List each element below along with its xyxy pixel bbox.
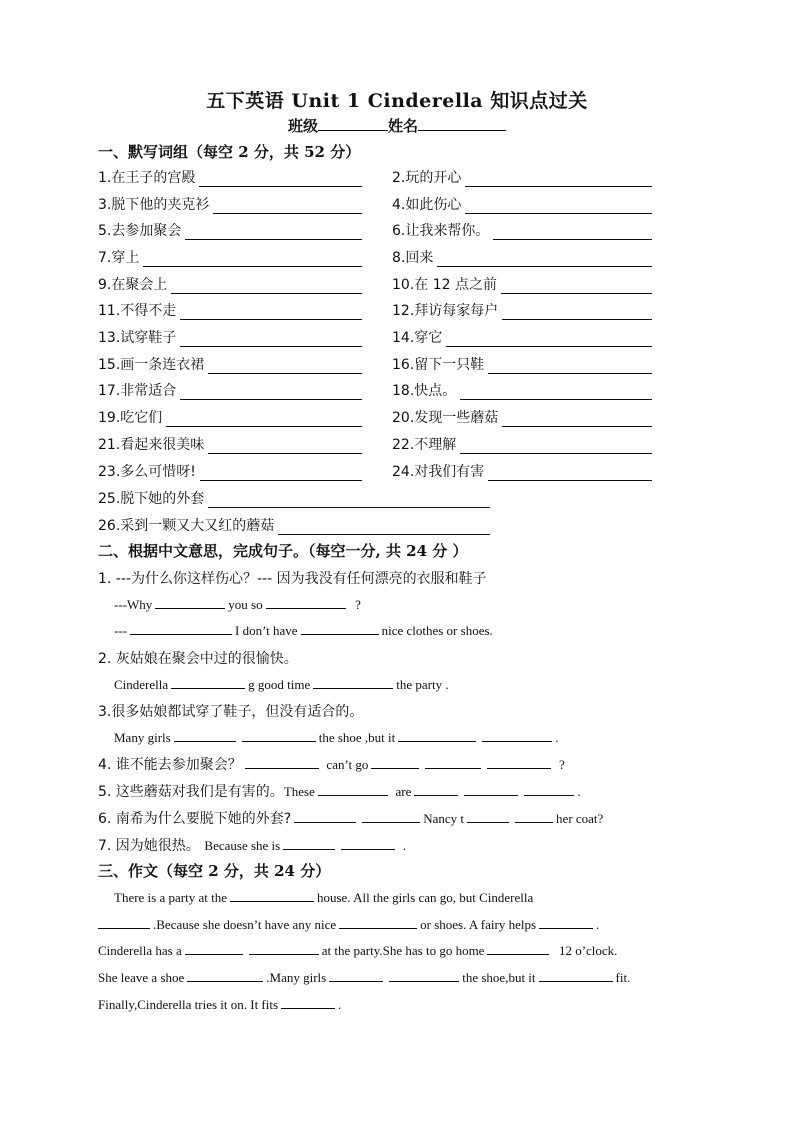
phrase-answer-blank[interactable] xyxy=(185,225,362,240)
answer-blank[interactable] xyxy=(318,783,388,796)
phrase-item xyxy=(392,247,652,267)
phrase-answer-blank[interactable] xyxy=(446,332,652,347)
essay-text: Finally,Cinderella tries it on. It fits xyxy=(98,997,279,1012)
phrase-item xyxy=(392,354,652,374)
phrase-answer-blank[interactable] xyxy=(166,412,362,427)
phrase-item xyxy=(392,220,652,240)
section-2-heading: 二、根据中文意思，完成句子。（每空一分, 共 24 分 ） xyxy=(98,542,468,560)
essay-blank[interactable] xyxy=(249,942,319,955)
essay-text: . xyxy=(596,917,600,932)
essay-text: fit. xyxy=(615,970,631,985)
q2-answer-line xyxy=(114,676,449,693)
q6-text-b: her coat? xyxy=(556,811,604,826)
phrase-label: 24.对我们有害 xyxy=(392,464,485,480)
essay-blank[interactable] xyxy=(185,942,243,955)
phrase-label: 14.穿它 xyxy=(392,330,443,346)
q7-text-a: Because she is xyxy=(204,838,281,853)
essay-line-4 xyxy=(98,969,630,986)
phrase-label: 13.试穿鞋子 xyxy=(98,330,177,346)
q5-text-a: These xyxy=(283,784,315,799)
phrase-answer-blank[interactable] xyxy=(502,305,652,320)
q6-chinese: 6. 南希为什么要脱下她的外套? xyxy=(98,811,292,827)
phrase-item xyxy=(392,327,652,347)
phrase-item xyxy=(98,488,490,508)
phrase-item xyxy=(98,167,362,187)
phrase-label: 8.回来 xyxy=(392,250,434,266)
phrase-answer-blank[interactable] xyxy=(180,305,362,320)
phrase-label: 7.穿上 xyxy=(98,250,140,266)
q1-text-a: ---Why xyxy=(114,597,153,612)
answer-blank[interactable] xyxy=(487,756,551,769)
phrase-answer-blank[interactable] xyxy=(180,332,362,347)
essay-line-5 xyxy=(98,996,341,1013)
phrase-answer-blank[interactable] xyxy=(199,172,362,187)
answer-blank[interactable] xyxy=(245,756,319,769)
essay-blank[interactable] xyxy=(230,889,314,902)
answer-blank[interactable] xyxy=(294,810,356,823)
essay-text: . xyxy=(338,997,342,1012)
answer-blank[interactable] xyxy=(242,729,316,742)
phrase-label: 17.非常适合 xyxy=(98,383,177,399)
q1-answer-line-1 xyxy=(114,596,361,613)
answer-blank[interactable] xyxy=(174,729,236,742)
page-title: 五下英语 Unit 1 Cinderella 知识点过关 xyxy=(206,90,588,112)
phrase-label: 19.吃它们 xyxy=(98,410,163,426)
essay-text: .Because she doesn’t have any nice xyxy=(153,917,337,932)
phrase-label: 4.如此伤心 xyxy=(392,197,462,213)
phrase-label: 26.采到一颗又大又红的蘑菇 xyxy=(98,518,275,534)
answer-blank[interactable] xyxy=(515,810,553,823)
phrase-item xyxy=(392,167,652,187)
class-name-line xyxy=(0,115,794,136)
q7-line xyxy=(98,835,406,855)
phrase-answer-blank[interactable] xyxy=(488,359,652,374)
q2-text-a: Cinderella xyxy=(114,677,169,692)
phrase-answer-blank[interactable] xyxy=(208,439,362,454)
phrase-label: 9.在聚会上 xyxy=(98,277,168,293)
answer-blank[interactable] xyxy=(414,783,458,796)
essay-blank[interactable] xyxy=(281,996,335,1009)
answer-blank[interactable] xyxy=(155,596,225,609)
q3-text-a: Many girls xyxy=(114,730,171,745)
answer-blank[interactable] xyxy=(283,837,335,850)
essay-text: house. All the girls can go, but Cinderella xyxy=(316,890,534,905)
phrase-label: 15.画一条连衣裙 xyxy=(98,357,205,373)
q7-text-b: . xyxy=(402,838,407,853)
phrase-item xyxy=(98,274,362,294)
phrase-answer-blank[interactable] xyxy=(460,439,652,454)
essay-text: the shoe,but it xyxy=(462,970,536,985)
q1-text-d: --- xyxy=(114,623,127,638)
phrase-answer-blank[interactable] xyxy=(208,359,362,374)
essay-line-1 xyxy=(114,889,533,906)
class-blank[interactable] xyxy=(318,115,388,131)
phrase-label: 2.玩的开心 xyxy=(392,170,462,186)
answer-blank[interactable] xyxy=(301,622,379,635)
phrase-label: 21.看起来很美味 xyxy=(98,437,205,453)
phrase-item xyxy=(98,515,490,535)
phrase-item xyxy=(392,434,652,454)
essay-blank[interactable] xyxy=(98,916,150,929)
q5-text-c: . xyxy=(577,784,581,799)
phrase-item xyxy=(98,354,362,374)
phrase-item xyxy=(98,380,362,400)
answer-blank[interactable] xyxy=(362,810,420,823)
phrase-answer-blank[interactable] xyxy=(488,466,652,481)
phrase-label: 18.快点。 xyxy=(392,383,457,399)
essay-blank[interactable] xyxy=(539,969,613,982)
phrase-item xyxy=(98,300,362,320)
phrase-item xyxy=(98,434,362,454)
name-blank[interactable] xyxy=(418,115,506,131)
answer-blank[interactable] xyxy=(313,676,393,689)
phrase-label: 11.不得不走 xyxy=(98,303,177,319)
essay-blank[interactable] xyxy=(487,942,549,955)
phrase-item xyxy=(392,300,652,320)
essay-text: Cinderella has a xyxy=(98,943,182,958)
q4-chinese: 4. 谁不能去参加聚会？ xyxy=(98,757,242,773)
phrase-label: 16.留下一只鞋 xyxy=(392,357,485,373)
q3-text-c: . xyxy=(555,730,559,745)
phrase-answer-blank[interactable] xyxy=(200,466,362,481)
q1-text-b: you so xyxy=(228,597,263,612)
essay-text: There is a party at the xyxy=(114,890,227,905)
essay-blank[interactable] xyxy=(187,969,263,982)
q5-line xyxy=(98,781,581,801)
essay-line-3 xyxy=(98,942,617,959)
phrase-item xyxy=(98,327,362,347)
phrase-item xyxy=(392,194,652,214)
phrase-label: 20.发现一些蘑菇 xyxy=(392,410,499,426)
answer-blank[interactable] xyxy=(464,783,518,796)
essay-text: 12 o’clock. xyxy=(558,943,618,958)
phrase-answer-blank[interactable] xyxy=(501,279,652,294)
phrase-answer-blank[interactable] xyxy=(171,279,362,294)
phrase-item xyxy=(98,407,362,427)
phrase-answer-blank[interactable] xyxy=(213,199,362,214)
answer-blank[interactable] xyxy=(467,810,509,823)
answer-blank[interactable] xyxy=(482,729,552,742)
phrase-item xyxy=(98,247,362,267)
q4-text-a: can’t go xyxy=(326,757,369,772)
phrase-item xyxy=(392,461,652,481)
q1-answer-line-2 xyxy=(114,622,493,639)
q2-text-b: g good time xyxy=(248,677,311,692)
q4-line xyxy=(98,754,565,774)
answer-blank[interactable] xyxy=(130,622,232,635)
name-label: 姓名 xyxy=(388,117,419,135)
q1-text-f: nice clothes or shoes. xyxy=(381,623,493,638)
essay-line-2 xyxy=(98,916,599,933)
essay-text: or shoes. A fairy helps xyxy=(420,917,537,932)
section-1-heading: 一、默写词组（每空 2 分，共 52 分） xyxy=(98,143,361,161)
phrase-item xyxy=(98,194,362,214)
essay-text: .Many girls xyxy=(266,970,327,985)
q1-chinese: 1. ---为什么你这样伤心？--- 因为我没有任何漂亮的衣服和鞋子 xyxy=(98,571,487,587)
q3-chinese: 3.很多姑娘都试穿了鞋子，但没有适合的。 xyxy=(98,704,364,720)
q2-chinese: 2. 灰姑娘在聚会中过的很愉快。 xyxy=(98,651,298,667)
essay-blank[interactable] xyxy=(539,916,593,929)
q3-answer-line xyxy=(114,729,559,746)
phrase-answer-blank[interactable] xyxy=(460,385,652,400)
answer-blank[interactable] xyxy=(341,837,395,850)
phrase-label: 22.不理解 xyxy=(392,437,457,453)
phrase-label: 3.脱下他的夹克衫 xyxy=(98,197,210,213)
phrase-item xyxy=(392,407,652,427)
q5-chinese: 5. 这些蘑菇对我们是有害的。 xyxy=(98,784,284,800)
phrase-label: 6.让我来帮你。 xyxy=(392,223,490,239)
essay-blank[interactable] xyxy=(339,916,417,929)
essay-blank[interactable] xyxy=(329,969,383,982)
q3-text-b: the shoe ,but it xyxy=(318,730,396,745)
phrase-answer-blank[interactable] xyxy=(437,252,652,267)
phrase-answer-blank[interactable] xyxy=(465,172,652,187)
q1-text-e: I don’t have xyxy=(235,623,298,638)
phrase-answer-blank[interactable] xyxy=(143,252,362,267)
phrase-label: 1.在王子的宫殿 xyxy=(98,170,196,186)
answer-blank[interactable] xyxy=(371,756,419,769)
class-label: 班级 xyxy=(287,117,318,135)
phrase-answer-blank[interactable] xyxy=(278,520,490,535)
essay-text: at the party.She has to go home xyxy=(321,943,485,958)
answer-blank[interactable] xyxy=(425,756,481,769)
phrase-answer-blank[interactable] xyxy=(493,225,652,240)
q7-chinese: 7. 因为她很热。 xyxy=(98,838,200,854)
phrase-answer-blank[interactable] xyxy=(208,493,490,508)
phrase-label: 5.去参加聚会 xyxy=(98,223,182,239)
phrase-answer-blank[interactable] xyxy=(180,385,362,400)
q6-line xyxy=(98,808,603,828)
phrase-label: 12.拜访每家每户 xyxy=(392,303,499,319)
answer-blank[interactable] xyxy=(171,676,245,689)
answer-blank[interactable] xyxy=(398,729,476,742)
phrase-answer-blank[interactable] xyxy=(502,412,652,427)
phrase-item xyxy=(392,274,652,294)
phrase-item xyxy=(98,220,362,240)
essay-text: She leave a shoe xyxy=(98,970,185,985)
phrase-item xyxy=(392,380,652,400)
answer-blank[interactable] xyxy=(266,596,346,609)
phrase-label: 25.脱下她的外套 xyxy=(98,491,205,507)
q5-text-b: are xyxy=(395,784,412,799)
phrase-answer-blank[interactable] xyxy=(465,199,652,214)
q2-text-c: the party . xyxy=(396,677,449,692)
phrase-label: 10.在 12 点之前 xyxy=(392,277,497,293)
section-3-heading: 三、作文（每空 2 分，共 24 分） xyxy=(98,862,331,880)
answer-blank[interactable] xyxy=(524,783,574,796)
q1-text-c: ? xyxy=(355,597,361,612)
essay-blank[interactable] xyxy=(389,969,459,982)
phrase-label: 23.多么可惜呀! xyxy=(98,464,196,480)
q4-text-b: ? xyxy=(559,757,565,772)
q6-text-a: Nancy t xyxy=(423,811,465,826)
phrase-item xyxy=(98,461,362,481)
